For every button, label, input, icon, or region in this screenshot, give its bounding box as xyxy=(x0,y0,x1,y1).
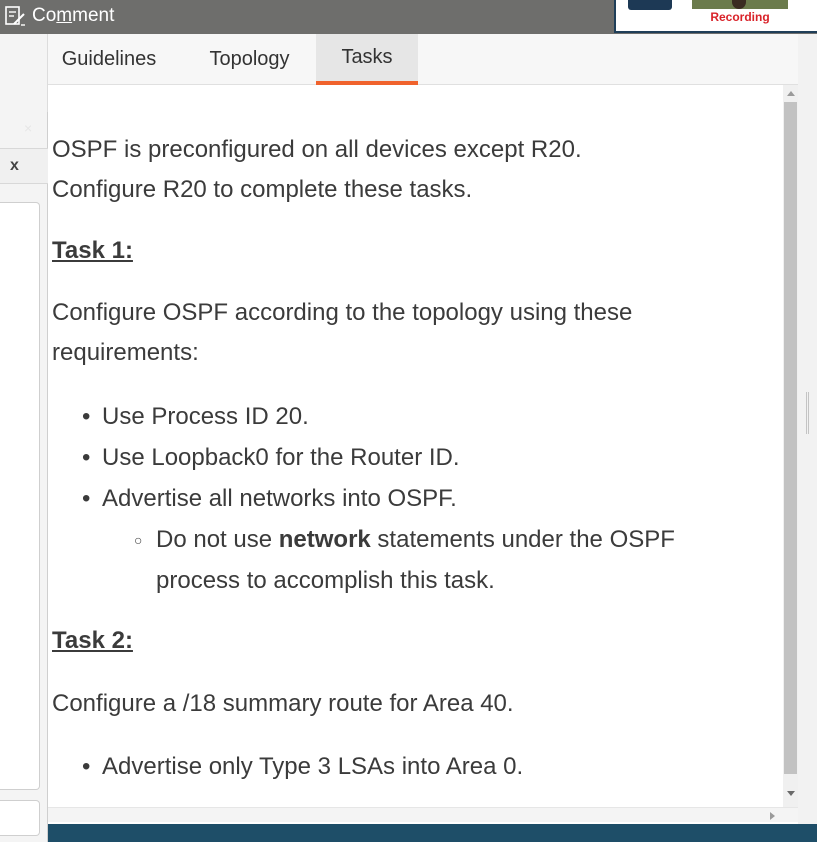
comment-button[interactable] xyxy=(4,3,114,29)
tasks-content xyxy=(48,85,783,807)
tab-tasks[interactable]: Tasks xyxy=(316,34,418,85)
intro-text xyxy=(52,130,777,210)
horizontal-scrollbar[interactable] xyxy=(48,807,798,822)
list-item: • Use Process ID 20. xyxy=(52,396,752,437)
stop-icon[interactable] xyxy=(628,0,672,10)
webcam-thumbnail xyxy=(692,0,788,9)
task-1-description: Configure OSPF according to the topology using these requirements: xyxy=(52,299,633,366)
scroll-thumb[interactable] xyxy=(784,102,797,774)
list-item: • Advertise only Type 3 LSAs into Area 0. xyxy=(52,746,523,787)
list-item: • Advertise all networks into OSPF. xyxy=(52,478,752,519)
vertical-scrollbar[interactable] xyxy=(783,85,798,807)
splitter-grip[interactable] xyxy=(806,392,809,434)
list-item: • Use Loopback0 for the Router ID. xyxy=(52,437,752,478)
intro-line-1: OSPF is preconfigured on all devices except R20. xyxy=(52,136,582,163)
splitter-gutter xyxy=(798,34,817,824)
tab-bar xyxy=(48,34,798,85)
task-2-title: Task 2: xyxy=(52,627,133,654)
panel-close-button[interactable]: x xyxy=(0,148,48,184)
task-1-list xyxy=(52,396,752,601)
recording-label: Recording xyxy=(710,10,770,24)
left-strip xyxy=(0,34,48,112)
comment-edit-icon xyxy=(4,5,26,27)
tab-guidelines[interactable]: Guidelines xyxy=(61,48,157,70)
left-panel xyxy=(0,112,48,842)
intro-line-2: Configure R20 to complete these tasks. xyxy=(52,176,473,203)
panel-bottom-button[interactable] xyxy=(0,800,40,836)
recording-widget xyxy=(614,0,817,33)
panel-text-area[interactable] xyxy=(0,202,40,790)
sub-list-item: ○ Do not use network statements under the OSPF process to accomplish this task. xyxy=(52,519,752,601)
scroll-right-icon[interactable] xyxy=(770,812,775,820)
comment-label: Comment xyxy=(32,5,115,26)
faint-close-icon: × xyxy=(24,120,33,136)
bottom-bar xyxy=(48,824,817,842)
task-2-list xyxy=(52,746,523,787)
task-2-description: Configure a /18 summary route for Area 40. xyxy=(52,690,514,717)
scroll-up-icon[interactable] xyxy=(787,91,795,96)
tab-topology[interactable]: Topology xyxy=(209,48,290,70)
task-1-title: Task 1: xyxy=(52,237,133,264)
scroll-down-icon[interactable] xyxy=(787,791,795,796)
